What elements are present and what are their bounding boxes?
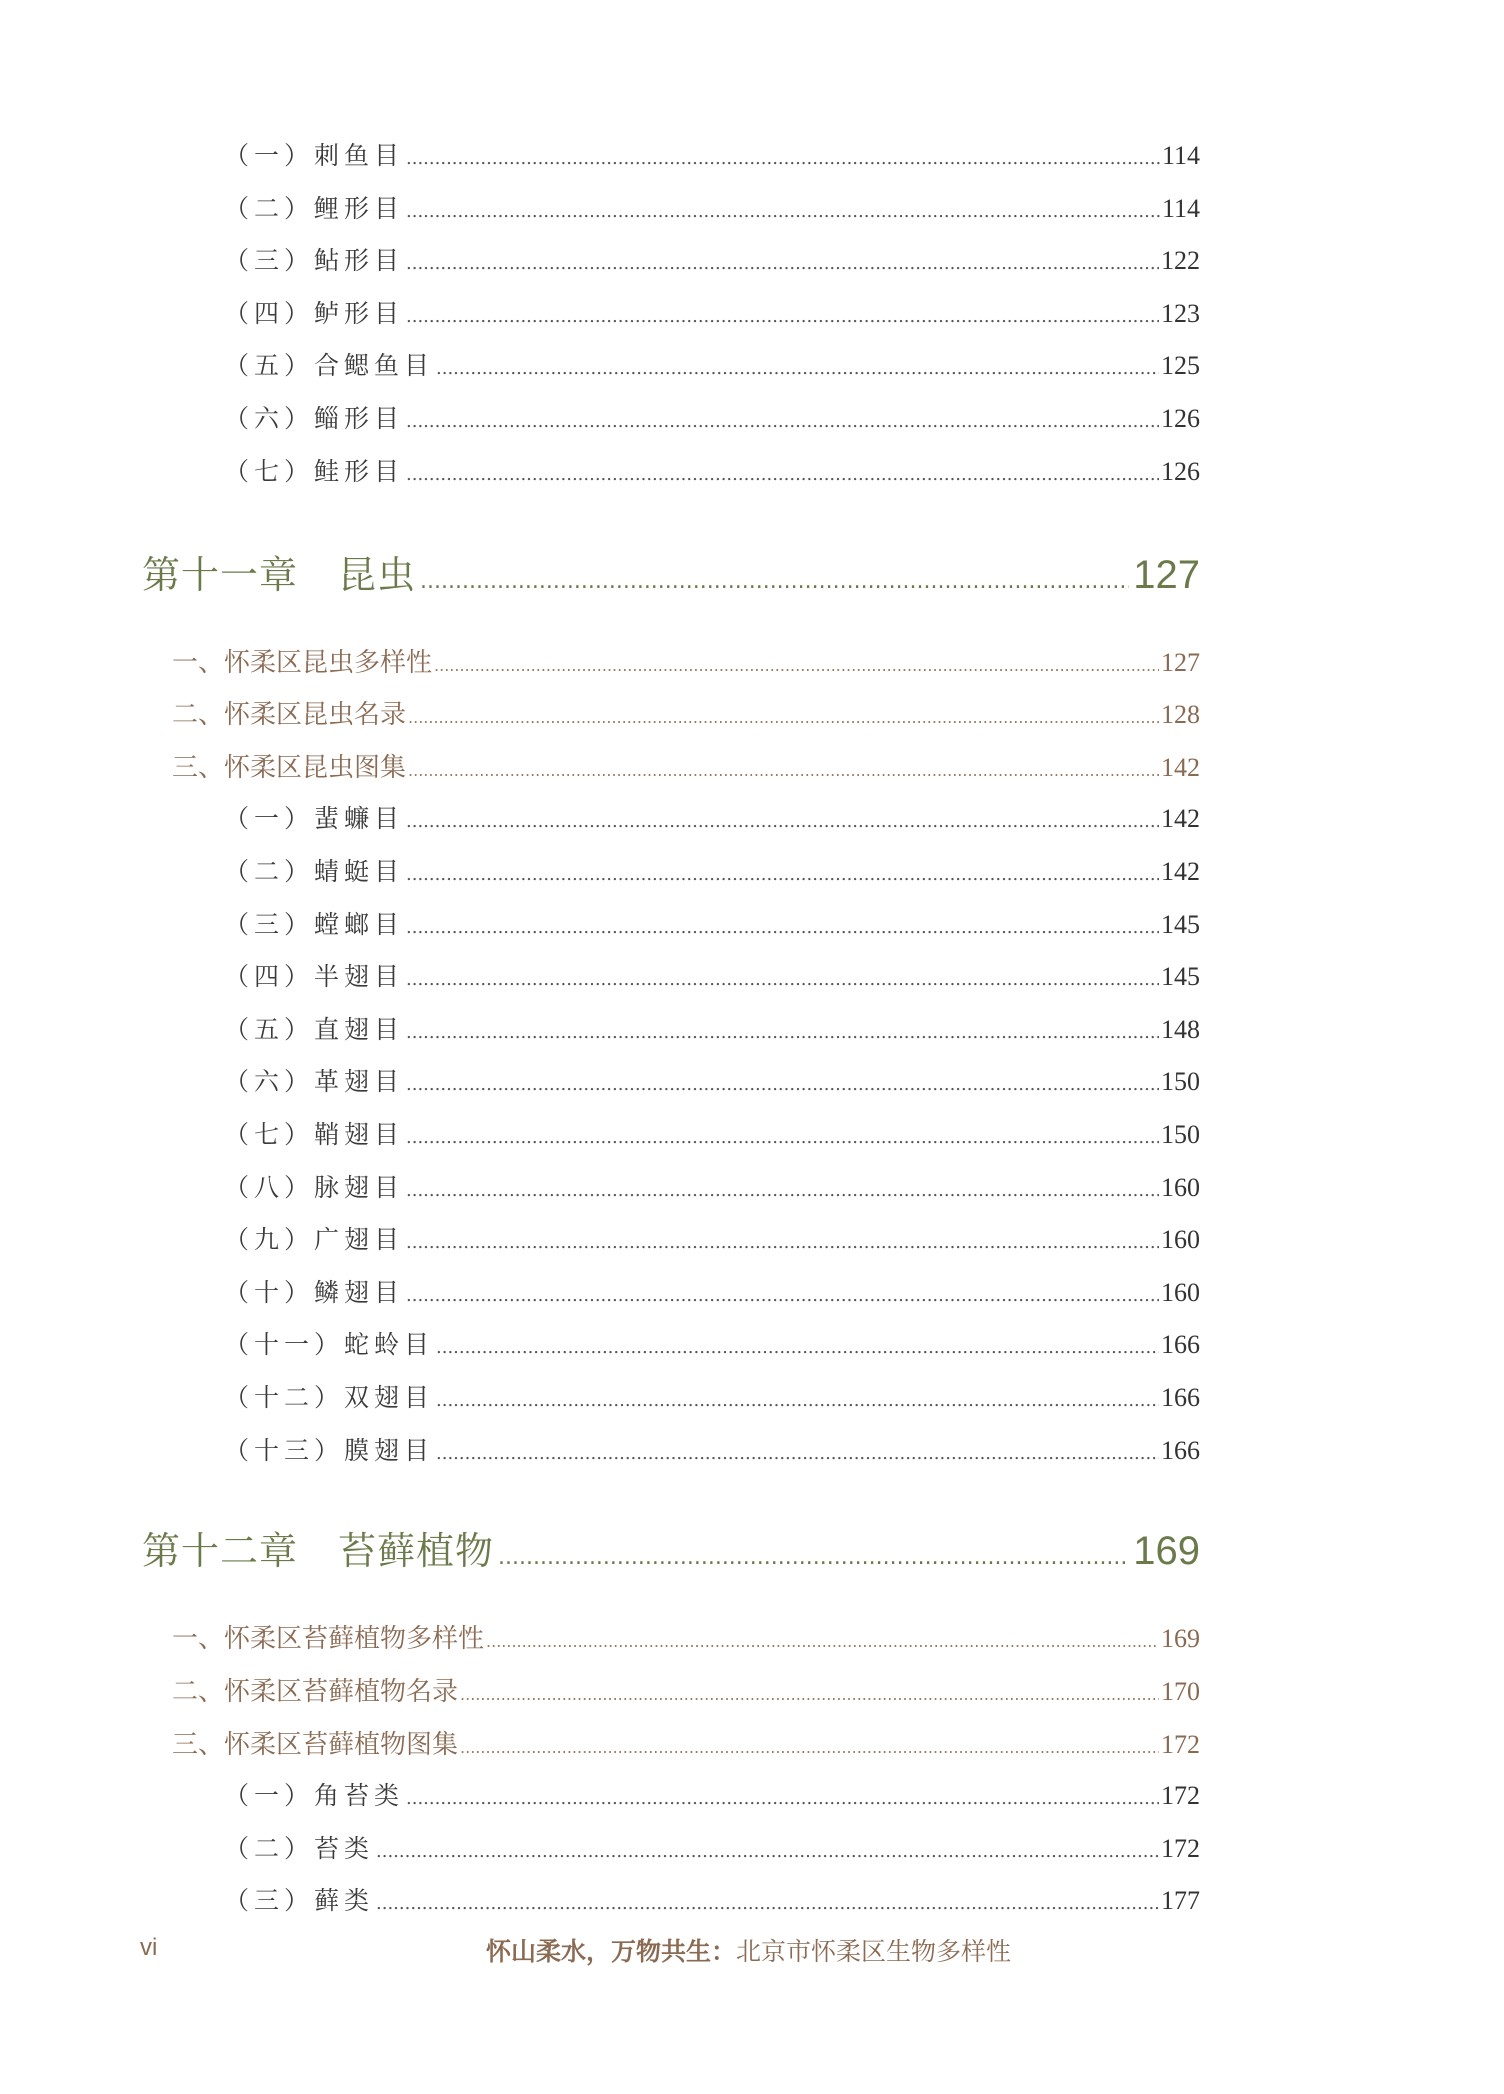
toc-entry-label: （三）藓类 — [224, 1886, 375, 1915]
chapter-page: 127 — [1133, 553, 1200, 597]
dot-leader — [406, 306, 1159, 327]
dot-leader — [408, 761, 1159, 780]
toc-entry[interactable] — [224, 1273, 1200, 1313]
footer-book-title — [486, 1932, 1011, 1968]
toc-entry[interactable] — [224, 452, 1200, 492]
toc-entry-label: （八）脉翅目 — [224, 1173, 405, 1202]
toc-section-label: 二、怀柔区苔藓植物名录 — [172, 1677, 459, 1707]
toc-entry-label: （二）鲤形目 — [224, 194, 405, 223]
toc-section[interactable] — [172, 747, 1200, 787]
dot-leader — [406, 864, 1159, 885]
dot-leader — [406, 811, 1159, 832]
toc-section-label: 一、怀柔区昆虫多样性 — [172, 648, 433, 678]
toc-section-label: 二、怀柔区昆虫名录 — [172, 700, 407, 730]
dot-leader — [460, 1738, 1159, 1757]
toc-section-page: 169 — [1161, 1624, 1200, 1653]
toc-entry[interactable] — [224, 241, 1200, 281]
dot-leader — [406, 1788, 1159, 1809]
dot-leader — [406, 969, 1159, 990]
toc-entry[interactable] — [224, 905, 1200, 945]
toc-entry-page: 160 — [1161, 1173, 1200, 1202]
dot-leader — [406, 411, 1159, 432]
toc-entry-page: 150 — [1161, 1067, 1200, 1096]
dot-leader — [406, 917, 1159, 938]
chapter-number: 第十二章 — [142, 1529, 299, 1573]
toc-entry-label: （二）苔类 — [224, 1834, 375, 1863]
toc-section[interactable] — [172, 1724, 1200, 1764]
toc-entry[interactable] — [224, 294, 1200, 334]
dot-leader — [460, 1685, 1159, 1704]
toc-entry[interactable] — [224, 957, 1200, 997]
toc-section[interactable] — [172, 1671, 1200, 1711]
dot-leader — [406, 1022, 1159, 1043]
dot-leader — [406, 1180, 1159, 1201]
dot-leader — [436, 1337, 1159, 1358]
dot-leader — [486, 1632, 1159, 1651]
dot-leader — [408, 708, 1159, 727]
dot-leader — [376, 1841, 1159, 1862]
toc-entry-page: 126 — [1161, 457, 1200, 486]
toc-entry[interactable] — [224, 1115, 1200, 1155]
toc-entry-page: 123 — [1161, 299, 1200, 328]
toc-entry[interactable] — [224, 399, 1200, 439]
toc-section[interactable] — [172, 642, 1200, 682]
toc-entry-page: 114 — [1161, 141, 1200, 170]
toc-entry[interactable] — [224, 1062, 1200, 1102]
toc-entry[interactable] — [224, 1378, 1200, 1418]
toc-entry-page: 126 — [1161, 404, 1200, 433]
toc-entry-page: 148 — [1161, 1015, 1200, 1044]
toc-entry-label: （一）蜚蠊目 — [224, 804, 405, 833]
toc-entry-label: （六）鲻形目 — [224, 404, 405, 433]
toc-section-label: 一、怀柔区苔藓植物多样性 — [172, 1624, 485, 1654]
toc-entry-label: （十）鳞翅目 — [224, 1278, 405, 1307]
toc-entry[interactable] — [224, 346, 1200, 386]
toc-entry-label: （四）半翅目 — [224, 962, 405, 991]
toc-entry[interactable] — [224, 799, 1200, 839]
chapter-title: 苔藓植物 — [338, 1529, 495, 1573]
toc-entry-page: 150 — [1161, 1120, 1200, 1149]
toc-entry[interactable] — [224, 1881, 1200, 1921]
toc-entry-page: 142 — [1161, 857, 1200, 886]
toc-entry-page: 177 — [1161, 1886, 1200, 1915]
toc-entry-label: （三）螳螂目 — [224, 910, 405, 939]
toc-section-page: 128 — [1161, 700, 1200, 729]
toc-entry-label: （五）直翅目 — [224, 1015, 405, 1044]
toc-section-label: 三、怀柔区昆虫图集 — [172, 753, 407, 783]
footer-page-number: vi — [140, 1934, 158, 1961]
dot-leader — [436, 358, 1159, 379]
toc-section-page: 142 — [1161, 753, 1200, 782]
dot-leader — [498, 1545, 1129, 1570]
toc-entry[interactable] — [224, 136, 1200, 176]
toc-entry-label: （九）广翅目 — [224, 1225, 405, 1254]
dot-leader — [434, 656, 1159, 675]
dot-leader — [406, 201, 1160, 222]
toc-entry[interactable] — [224, 1220, 1200, 1260]
dot-leader — [406, 148, 1160, 169]
toc-entry-label: （一）角苔类 — [224, 1781, 405, 1810]
footer-book-title-sub: 北京市怀柔区生物多样性 — [736, 1937, 1012, 1966]
dot-leader — [406, 1074, 1159, 1095]
dot-leader — [406, 1232, 1159, 1253]
chapter-title: 昆虫 — [338, 553, 417, 597]
toc-section[interactable] — [172, 1618, 1200, 1658]
toc-entry-page: 166 — [1161, 1436, 1200, 1465]
toc-entry[interactable] — [224, 852, 1200, 892]
toc-section-page: 172 — [1161, 1730, 1200, 1759]
chapter-heading-label — [142, 544, 416, 599]
dot-leader — [420, 569, 1129, 594]
toc-entry-label: （五）合鳃鱼目 — [224, 351, 435, 380]
toc-entry-label: （四）鲈形目 — [224, 299, 405, 328]
toc-entry[interactable] — [224, 1010, 1200, 1050]
chapter-heading-label — [142, 1520, 494, 1575]
dot-leader — [406, 1127, 1159, 1148]
toc-entry-page: 114 — [1161, 194, 1200, 223]
dot-leader — [406, 1285, 1159, 1306]
toc-entry-page: 125 — [1161, 351, 1200, 380]
toc-entry-label: （十一）蛇蛉目 — [224, 1330, 435, 1359]
toc-entry-label: （七）鞘翅目 — [224, 1120, 405, 1149]
toc-entry-page: 142 — [1161, 804, 1200, 833]
chapter-heading-12[interactable] — [142, 1520, 1200, 1580]
toc-section[interactable] — [172, 694, 1200, 734]
chapter-heading-11[interactable] — [142, 544, 1200, 604]
toc-entry-label: （三）鲇形目 — [224, 246, 405, 275]
toc-entry-page: 145 — [1161, 962, 1200, 991]
toc-entry-page: 172 — [1161, 1834, 1200, 1863]
chapter-page: 169 — [1133, 1529, 1200, 1573]
toc-entry-page: 166 — [1161, 1383, 1200, 1412]
toc-section-label: 三、怀柔区苔藓植物图集 — [172, 1730, 459, 1760]
toc-entry-label: （六）革翅目 — [224, 1067, 405, 1096]
toc-entry[interactable] — [224, 1168, 1200, 1208]
toc-entry[interactable] — [224, 189, 1200, 229]
dot-leader — [406, 464, 1159, 485]
toc-entry-label: （七）鲑形目 — [224, 457, 405, 486]
toc-entry-page: 160 — [1161, 1278, 1200, 1307]
dot-leader — [436, 1390, 1159, 1411]
toc-entry-label: （十三）膜翅目 — [224, 1436, 435, 1465]
dot-leader — [436, 1443, 1159, 1464]
chapter-number: 第十一章 — [142, 553, 299, 597]
toc-entry-label: （二）蜻蜓目 — [224, 857, 405, 886]
toc-entry-page: 166 — [1161, 1330, 1200, 1359]
toc-entry-page: 122 — [1161, 246, 1200, 275]
toc-section-page: 170 — [1161, 1677, 1200, 1706]
toc-entry[interactable] — [224, 1776, 1200, 1816]
dot-leader — [376, 1893, 1159, 1914]
toc-entry-page: 172 — [1161, 1781, 1200, 1810]
toc-section-page: 127 — [1161, 648, 1200, 677]
toc-entry[interactable] — [224, 1829, 1200, 1869]
dot-leader — [406, 253, 1159, 274]
toc-entry-page: 145 — [1161, 910, 1200, 939]
toc-entry-label: （一）刺鱼目 — [224, 141, 405, 170]
toc-entry-label: （十二）双翅目 — [224, 1383, 435, 1412]
toc-entry-page: 160 — [1161, 1225, 1200, 1254]
footer-book-title-main: 怀山柔水，万物共生： — [486, 1937, 737, 1966]
toc-entry[interactable] — [224, 1431, 1200, 1471]
toc-entry[interactable] — [224, 1325, 1200, 1365]
